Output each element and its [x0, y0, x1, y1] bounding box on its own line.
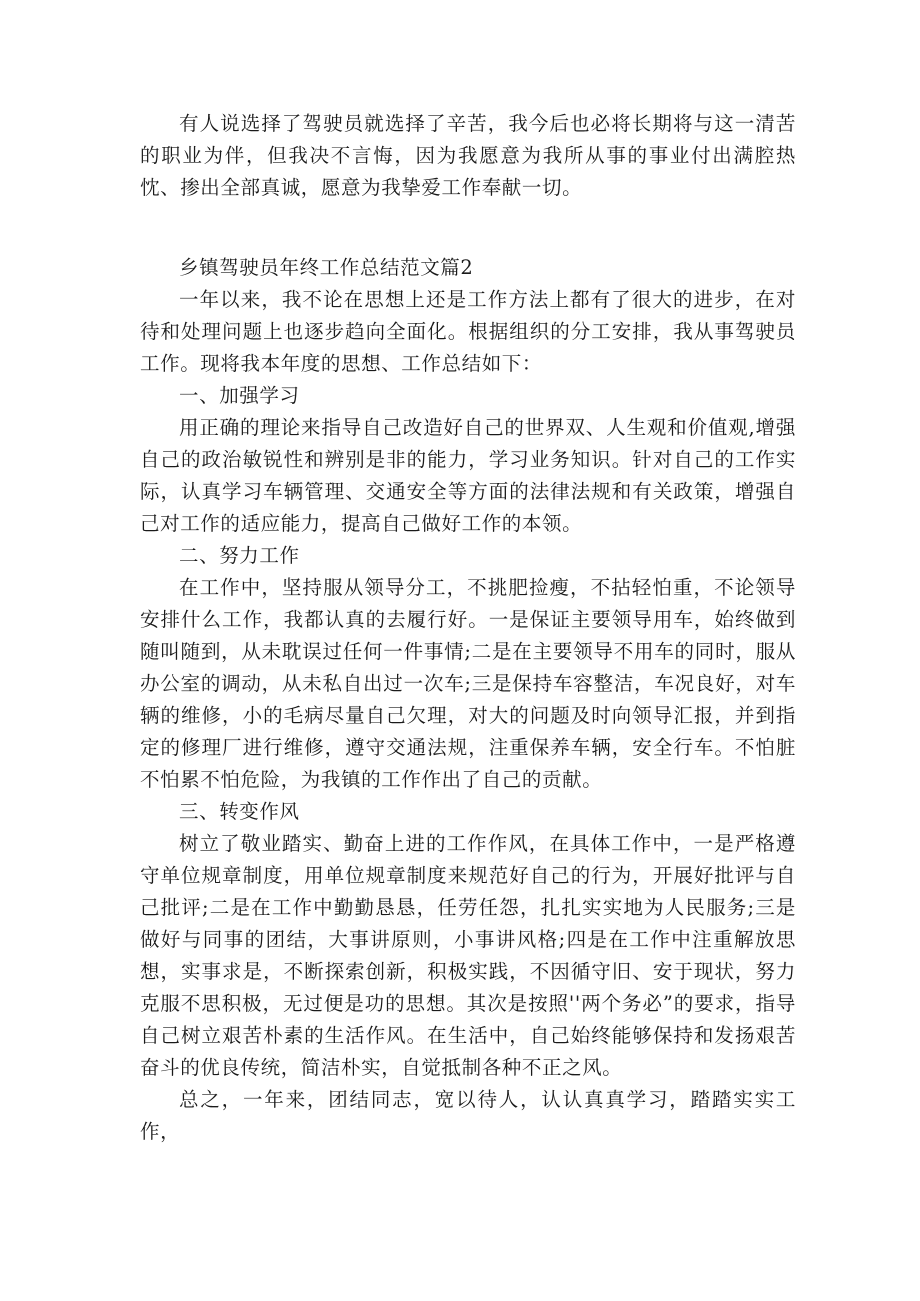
section-body-work: 在工作中，坚持服从领导分工，不挑肥捡瘦，不拈轻怕重，不论领导安排什么工作，我都认真的去履行好。一是保证主要领导用车，始终做到随叫随到，从未耽误过任何一件事情;二是在主要领导不用车的同时，服从办公室的调动，从未私自出过一次车;三是保持车容整洁，车况良好，对车辆的维修，小的毛病尽量自己欠理，对大的问题及时向领导汇报，并到指定的修理厂进行维修，遵守交通法规，注重保养车辆，安全行车。不怕脏不怕累不怕危险，为我镇的工作作出了自己的贡献。 [140, 576, 796, 791]
article-title: 乡镇驾驶员年终工作总结范文篇2 [179, 256, 474, 279]
section-heading-study: 一、加强学习 [179, 384, 300, 407]
opening-paragraph: 一年以来，我不论在思想上还是工作方法上都有了很大的进步，在对待和处理问题上也逐步趋向全面化。根据组织的分工安排，我从事驾驶员工作。现将我本年度的思想、工作总结如下： [140, 288, 796, 375]
intro-paragraph: 有人说选择了驾驶员就选择了辛苦，我今后也必将长期将与这一清苦的职业为伴，但我决不言悔，因为我愿意为我所从事的事业付出满腔热忱、掺出全部真诚，愿意为我挚爱工作奉献一切。 [140, 112, 796, 199]
section-heading-style: 三、转变作风 [179, 800, 300, 823]
section-heading-work: 二、努力工作 [179, 544, 300, 567]
document-page [140, 108, 796, 1148]
paragraph-gap [140, 204, 796, 252]
closing-paragraph: 总之，一年来，团结同志，宽以待人，认认真真学习，踏踏实实工作， [140, 1088, 796, 1143]
section-body-style: 树立了敬业踏实、勤奋上进的工作作风，在具体工作中，一是严格遵守单位规章制度，用单位规章制度来规范好自己的行为，开展好批评与自己批评;二是在工作中勤勤恳恳，任劳任怨，扎扎实实地为人民服务;三是做好与同事的团结，大事讲原则，小事讲风格;四是在工作中注重解放思想，实事求是，不断探索创新，积极实践，不因循守旧、安于现状，努力克服不思积极，无过便是功的思想。其次是按照''两个务必”的要求，指导自己树立艰苦朴素的生活作风。在生活中，自己始终能够保持和发扬艰苦奋斗的优良传统，简洁朴实，自觉抵制各种不正之风。 [140, 832, 796, 1079]
section-body-study: 用正确的理论来指导自己改造好自己的世界双、人生观和价值观,增强自己的政治敏锐性和辨别是非的能力，学习业务知识。针对自己的工作实际，认真学习车辆管理、交通安全等方面的法律法规和有关政策，增强自己对工作的适应能力，提高自己做好工作的本领。 [140, 416, 796, 535]
